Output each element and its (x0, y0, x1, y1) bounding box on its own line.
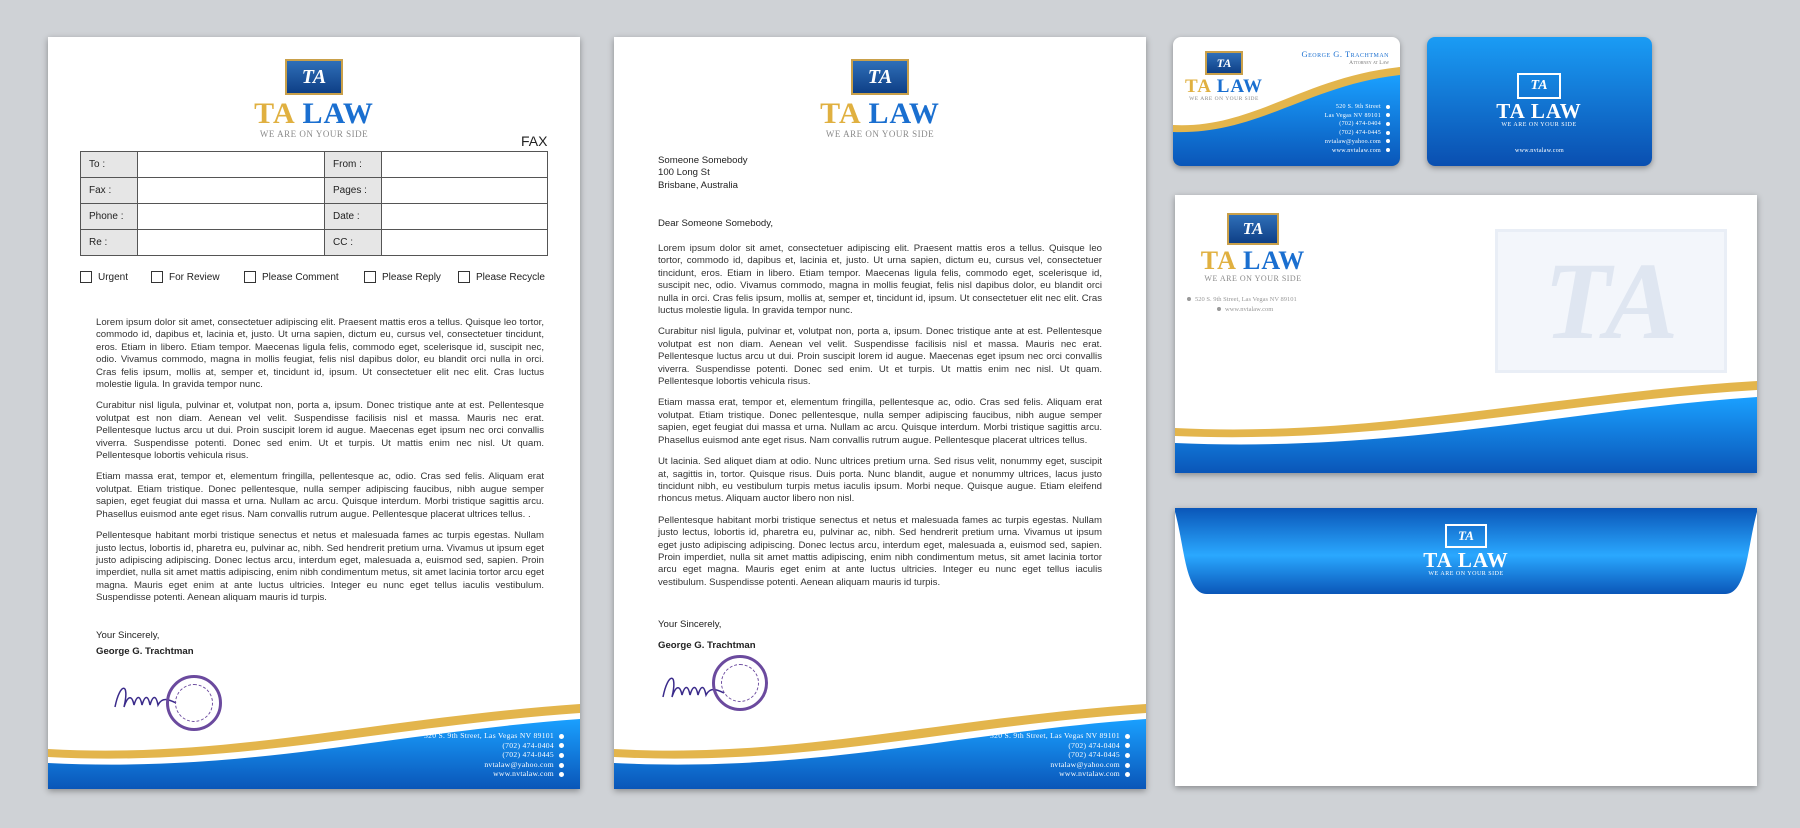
footer-email: nvtalaw@yahoo.com (424, 760, 564, 770)
card-contact (1325, 103, 1390, 155)
footer-address: 520 S. 9th Street, Las Vegas NV 89101 (990, 731, 1130, 741)
body-paragraph: Curabitur nisl ligula, pulvinar et, volutpat non, porta a, ipsum. Donec tristique ante at est. Pellentesque volutpat est non diam. Aenean vel velit. Suspendisse facilisis nisl et massa. Mauris nec erat. Pellentesque luctus arcu ut dui. Proin suscipit lorem id augue. Maecenas eget ipsum nec orci convallis viverra. Suspendisse potenti. Donec sed enim. Ut et turpis. Ut mattis enim nec nisl. Ut quam. Pellentesque lobortis vehicula risus. (658, 326, 1102, 388)
logo-tagline: WE ARE ON YOUR SIDE (1189, 96, 1259, 102)
logo-ta: TA (1200, 246, 1236, 275)
logo-mark-icon: TA (1205, 51, 1243, 75)
greeting: Dear Someone Somebody, (658, 218, 774, 229)
logo-ta: TA (820, 97, 860, 130)
footer-phone: (702) 474-0404 (990, 741, 1130, 751)
logo-ta: TA (254, 97, 294, 130)
logo-name (814, 99, 946, 129)
checkbox-label: Urgent (98, 271, 129, 283)
checkbox-box[interactable] (151, 271, 163, 283)
checkbox-box[interactable] (80, 271, 92, 283)
fax-checkbox[interactable] (80, 271, 128, 283)
footer-phone: (702) 474-0404 (424, 741, 564, 751)
fax-field-input[interactable] (382, 204, 548, 230)
letter-closing: Your Sincerely, (658, 619, 722, 630)
logo-mark-icon: TA (285, 59, 343, 95)
card-city: Las Vegas NV 89101 (1325, 112, 1390, 121)
fax-field-label: Pages : (325, 178, 382, 204)
fax-checkbox[interactable] (151, 271, 220, 283)
logo-name (1193, 248, 1313, 274)
recipient-line: Brisbane, Australia (658, 179, 738, 191)
checkbox-label: For Review (169, 271, 220, 283)
letter-body (658, 243, 1102, 598)
fax-closing: Your Sincerely, (96, 630, 160, 641)
body-paragraph: Lorem ipsum dolor sit amet, consectetuer adipiscing elit. Praesent mattis eros a tellus. Quisque leo tortor, commodo id, dapibus et, lacinia et, justo. Ut urna sapien, dictum eu, cursus vel, consectetuer tincidunt, eros. Etiam in libero. Etiam tempor. Maecenas ligula felis, commodo eget, scelerisque id, suscipit nec, odio. Vivamus commodo, magna in mollis feugiat, felis nisl dapibus dolor, eu blandit orci nulla in orci. Cras felis ipsum, mollis at, semper et, tincidunt id, ipsum. Ut consectetuer elit nec elit. Cras luctus molestie ligula. In gravida tempor nunc. (658, 243, 1102, 317)
fax-field-row (81, 178, 548, 204)
letterhead-logo (814, 59, 946, 139)
fax-field-input[interactable] (138, 204, 325, 230)
logo-tagline: WE ARE ON YOUR SIDE (1501, 122, 1577, 128)
logo-mark-icon: TA (1445, 524, 1487, 548)
fax-checkbox[interactable] (244, 271, 339, 283)
footer-web: www.nvtalaw.com (424, 769, 564, 779)
fax-fields-table (80, 151, 548, 256)
fax-field-input[interactable] (382, 178, 548, 204)
logo-law: LAW (1216, 76, 1263, 97)
fax-sheet (48, 37, 580, 789)
logo-law: LAW (302, 97, 374, 130)
envelope-back (1175, 508, 1757, 786)
fax-field-row (81, 152, 548, 178)
letter-signer: George G. Trachtman (658, 640, 756, 651)
envelope (1175, 195, 1757, 473)
envelope-logo (1193, 213, 1313, 283)
footer-address: 520 S. 9th Street, Las Vegas NV 89101 (424, 731, 564, 741)
fax-field-input[interactable] (138, 178, 325, 204)
fax-field-input[interactable] (382, 152, 548, 178)
fax-field-input[interactable] (138, 152, 325, 178)
body-paragraph: Curabitur nisl ligula, pulvinar et, volutpat non, porta a, ipsum. Donec tristique ante at est. Pellentesque volutpat est non diam. Aenean vel velit. Suspendisse facilisis nisl et massa. Mauris nec erat. Pellentesque luctus arcu ut dui. Proin suscipit lorem id augue. Maecenas eget ipsum nec orci convallis viverra. Suspendisse potenti. Donec sed enim. Ut et turpis. Ut mattis enim nec nisl. Ut quam. Pellentesque lobortis vehicula risus. (96, 400, 544, 462)
envelope-watermark: TA (1495, 229, 1727, 373)
footer-fax: (702) 474-0445 (990, 750, 1130, 760)
logo-tagline: WE ARE ON YOUR SIDE (259, 129, 369, 139)
card-logo (1183, 51, 1265, 102)
envelope-back-logo (1411, 524, 1521, 577)
logo-tagline: WE ARE ON YOUR SIDE (825, 129, 935, 139)
envelope-address-line: 520 S. 9th Street, Las Vegas NV 89101 (1187, 295, 1297, 305)
card-person: George G. Trachtman (1301, 49, 1389, 59)
checkbox-box[interactable] (244, 271, 256, 283)
logo-tagline: WE ARE ON YOUR SIDE (1428, 571, 1504, 577)
checkbox-box[interactable] (458, 271, 470, 283)
checkbox-label: Please Reply (382, 271, 441, 283)
fax-field-row (81, 204, 548, 230)
body-paragraph: Etiam massa erat, tempor et, elementum fringilla, pellentesque ac, odio. Cras sed felis. Aliquam erat volutpat. Etiam tristique. Donec pellentesque, nulla semper adipiscing faucibus, nibh augue semper sapien, eget feugiat dui massa et urna. Nullam ac arcu. Quisque interdum. Morbi tristique sagittis arcu. Phasellus euismod ante eget risus. Nam convallis rutrum augue. Pellentesque placerat ultrices tellus. . (96, 471, 544, 520)
logo-name-white: TA LAW (1423, 548, 1509, 572)
logo-tagline: WE ARE ON YOUR SIDE (1204, 274, 1302, 283)
checkbox-box[interactable] (364, 271, 376, 283)
fax-checkbox[interactable] (364, 271, 441, 283)
card-title: Attorney at Law (1349, 60, 1389, 66)
letterhead-sheet (614, 37, 1146, 789)
logo-mark-icon: TA (1517, 73, 1561, 99)
card-back-logo (1489, 73, 1589, 128)
fax-signer: George G. Trachtman (96, 646, 194, 657)
logo-name (1183, 77, 1265, 96)
envelope-web-line: www.nvtalaw.com (1187, 305, 1297, 315)
logo-ta: TA (1185, 76, 1211, 97)
fax-logo (248, 59, 380, 139)
fax-field-row (81, 230, 548, 256)
recipient-line: Someone Somebody (658, 155, 748, 166)
logo-name-white: TA LAW (1496, 99, 1582, 123)
business-card-front (1173, 37, 1400, 166)
card-street: 520 S. 9th Street (1325, 103, 1390, 112)
fax-field-label: Re : (81, 230, 138, 256)
logo-mark-icon: TA (851, 59, 909, 95)
body-paragraph: Ut lacinia. Sed aliquet diam at odio. Nunc ultrices pretium urna. Sed risus velit, nonummy eget, suscipit at, sagittis in, tortor. Quisque risus. Duis porta. Nunc blandit, augue et nonummy ultrices, lacus justo tincidunt nibh, eu vestibulum turpis metus iaculis ipsum. Morbi neque. Quisque augue. Etiam eleifend rhoncus metus. Aliquam auctor libero non nisl. (658, 456, 1102, 505)
fax-body (96, 317, 544, 614)
logo-mark-icon: TA (1227, 213, 1279, 245)
checkbox-label: Please Recycle (476, 271, 545, 283)
letter-footer-contact (990, 731, 1130, 779)
recipient-line: 100 Long St (658, 167, 710, 179)
fax-field-label: Phone : (81, 204, 138, 230)
fax-field-label: CC : (325, 230, 382, 256)
fax-field-input[interactable] (382, 230, 548, 256)
logo-law: LAW (868, 97, 940, 130)
card-fax: (702) 474-0445 (1325, 129, 1390, 138)
fax-field-label: Fax : (81, 178, 138, 204)
fax-field-label: From : (325, 152, 382, 178)
business-card-back (1427, 37, 1652, 166)
envelope-wave (1175, 373, 1757, 473)
logo-name (248, 99, 380, 129)
body-paragraph: Pellentesque habitant morbi tristique senectus et netus et malesuada fames ac turpis egestas. Nullam justo lectus, lobortis id, pharetra eu, pulvinar ac, nibh. Sed hendrerit pretium urna. Vivamus ut ipsum eget justo adipiscing adipiscing. Donec lectus arcu, interdum eget, malesuada a, euismod sed, sapien. Proin imperdiet, nulla sit amet mattis adipiscing, enim nibh condimentum metus, sit amet lacinia tortor arcu eget magna. Mauris eget enim at ante luctus ultricies. Integer eu nunc eget tellus iaculis vestibulum. Suspendisse potenti. Aenean aliquam mauris id turpis. (96, 530, 544, 604)
body-paragraph: Etiam massa erat, tempor et, elementum fringilla, pellentesque ac, odio. Cras sed felis. Aliquam erat volutpat. Etiam tristique. Donec pellentesque, nulla semper adipiscing faucibus, nibh augue semper sapien, eget feugiat dui massa et urna. Nullam ac arcu. Quisque interdum. Morbi tristique sagittis arcu. Phasellus euismod ante eget risus. Nam convallis rutrum augue. Pellentesque placerat ultrices tellus. (658, 397, 1102, 446)
fax-title: FAX (521, 133, 548, 149)
card-phone: (702) 474-0404 (1325, 120, 1390, 129)
card-web: www.nvtalaw.com (1325, 147, 1390, 156)
footer-web: www.nvtalaw.com (990, 769, 1130, 779)
recipient-block (658, 155, 748, 192)
body-paragraph: Pellentesque habitant morbi tristique senectus et netus et malesuada fames ac turpis egestas. Nullam justo lectus, lobortis id, pharetra eu, pulvinar ac, nibh. Sed hendrerit pretium urna. Vivamus ut ipsum eget justo adipiscing adipiscing. Donec lectus arcu, interdum eget, malesuada a, euismod sed, sapien. Proin imperdiet, nulla sit amet mattis adipiscing, enim nibh condimentum metus, sit amet lacinia tortor arcu eget magna. Mauris eget enim at ante luctus ultricies. Integer eu nunc eget tellus iaculis vestibulum. Suspendisse potenti. Aenean aliquam mauris id turpis. (658, 514, 1102, 588)
card-back-web: www.nvtalaw.com (1514, 148, 1565, 154)
fax-field-input[interactable] (138, 230, 325, 256)
fax-field-label: Date : (325, 204, 382, 230)
footer-fax: (702) 474-0445 (424, 750, 564, 760)
logo-law: LAW (1243, 246, 1306, 275)
footer-email: nvtalaw@yahoo.com (990, 760, 1130, 770)
envelope-address (1187, 295, 1297, 315)
body-paragraph: Lorem ipsum dolor sit amet, consectetuer adipiscing elit. Praesent mattis eros a tellus. Quisque leo tortor, commodo id, dapibus et, lacinia et, justo. Ut urna sapien, dictum eu, cursus vel, consectetuer tincidunt, eros. Etiam in libero. Etiam tempor. Maecenas ligula felis, commodo eget, scelerisque id, suscipit nec, odio. Vivamus commodo, magna in mollis feugiat, felis nisl dapibus dolor, eu blandit orci nulla in orci. Cras felis ipsum, mollis at, semper et, tincidunt id, ipsum. Ut consectetuer elit nec elit. Cras luctus molestie ligula. In gravida tempor nunc. (96, 317, 544, 391)
card-email: nvtalaw@yahoo.com (1325, 138, 1390, 147)
fax-checkbox[interactable] (458, 271, 545, 283)
fax-footer-contact (424, 731, 564, 779)
checkbox-label: Please Comment (262, 271, 339, 283)
fax-field-label: To : (81, 152, 138, 178)
